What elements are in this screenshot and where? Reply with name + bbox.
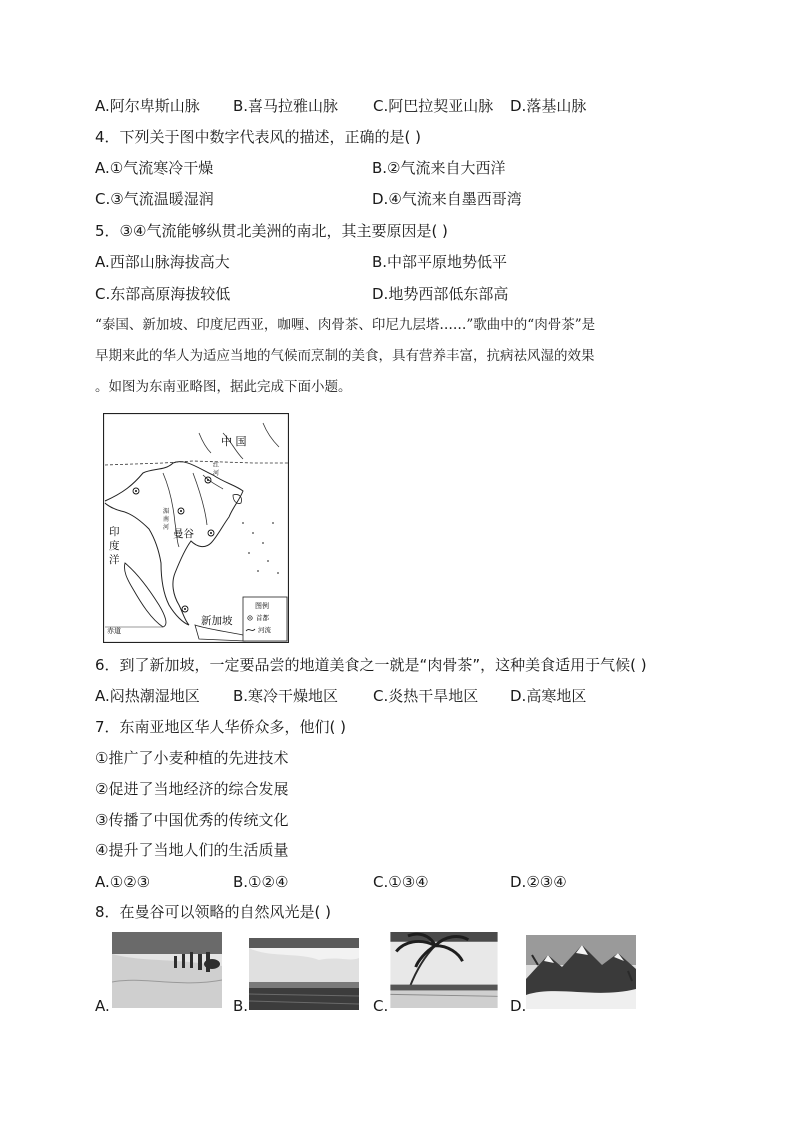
q7-stem: 7．东南亚地区华人华侨众多，他们( ) bbox=[95, 718, 347, 736]
southeast-asia-map bbox=[103, 413, 289, 643]
q3-option-a[interactable]: A.阿尔卑斯山脉 bbox=[95, 97, 200, 115]
map-label-bangkok: 曼谷 bbox=[173, 528, 194, 540]
q7-item-1: ①推广了小麦种植的先进技术 bbox=[95, 749, 289, 767]
map-legend-title: 图例 bbox=[255, 602, 269, 610]
map-label-singapore: 新加坡 bbox=[201, 615, 233, 627]
q6-option-d[interactable]: D.高寒地区 bbox=[510, 687, 587, 705]
q7-item-4: ④提升了当地人们的生活质量 bbox=[95, 841, 289, 859]
map-river-char-2: 南 bbox=[163, 516, 170, 523]
q6-option-a[interactable]: A.闷热潮湿地区 bbox=[95, 687, 200, 705]
map-legend-capital: 首都 bbox=[256, 614, 269, 622]
passage-line-2: 早期来此的华人为适应当地的气候而烹制的美食，具有营养丰富，抗病祛风湿的效果 bbox=[95, 348, 595, 364]
q7-option-a[interactable]: A.①②③ bbox=[95, 873, 151, 891]
q7-item-2: ②促进了当地经济的综合发展 bbox=[95, 780, 289, 798]
q7-option-d[interactable]: D.②③④ bbox=[510, 873, 567, 891]
q8-option-a-label[interactable]: A. bbox=[95, 997, 110, 1015]
q6-option-c[interactable]: C.炎热干旱地区 bbox=[373, 687, 479, 705]
q4-option-b[interactable]: B.②气流来自大西洋 bbox=[372, 159, 506, 177]
grassland-photo[interactable] bbox=[249, 936, 359, 1012]
passage-line-1: “泰国、新加坡、印度尼西亚，咖喱、肉骨茶、印尼九层塔……”歌曲中的“肉骨茶”是 bbox=[95, 317, 596, 333]
map-label-ocean-2: 度 bbox=[109, 540, 120, 552]
q4-option-d[interactable]: D.④气流来自墨西哥湾 bbox=[372, 190, 522, 208]
q8-stem: 8．在曼谷可以领略的自然风光是( ) bbox=[95, 903, 332, 921]
map-label-ocean-1: 印 bbox=[109, 526, 120, 538]
q4-option-c[interactable]: C.③气流温暖湿润 bbox=[95, 190, 214, 208]
q5-option-c[interactable]: C.东部高原海拔较低 bbox=[95, 285, 231, 303]
q6-stem: 6．到了新加坡，一定要品尝的地道美食之一就是“肉骨茶”，这种美食适用于气候( ) bbox=[95, 656, 647, 674]
map-label-ocean-3: 洋 bbox=[109, 554, 120, 566]
map-label-china: 中 国 bbox=[221, 435, 247, 448]
q8-option-c-label[interactable]: C. bbox=[373, 997, 389, 1015]
q4-stem: 4．下列关于图中数字代表风的描述，正确的是( ) bbox=[95, 128, 422, 146]
q5-option-d[interactable]: D.地势西部低东部高 bbox=[372, 285, 509, 303]
q8-option-b-label[interactable]: B. bbox=[233, 997, 249, 1015]
q3-option-b[interactable]: B.喜马拉雅山脉 bbox=[233, 97, 339, 115]
q5-option-a[interactable]: A.西部山脉海拔高大 bbox=[95, 253, 230, 271]
q4-option-a[interactable]: A.①气流寒冷干燥 bbox=[95, 159, 214, 177]
q3-option-d[interactable]: D.落基山脉 bbox=[510, 97, 587, 115]
snow-mountain-photo[interactable] bbox=[526, 934, 636, 1010]
q5-option-b[interactable]: B.中部平原地势低平 bbox=[372, 253, 508, 271]
desert-camel-photo[interactable] bbox=[112, 932, 222, 1008]
map-river-char-1: 湄 bbox=[163, 508, 170, 515]
q5-stem: 5．③④气流能够纵贯北美洲的南北，其主要原因是( ) bbox=[95, 222, 448, 240]
map-river-char-3: 河 bbox=[163, 524, 170, 531]
q7-option-c[interactable]: C.①③④ bbox=[373, 873, 429, 891]
tropical-beach-photo[interactable] bbox=[389, 932, 499, 1008]
q7-item-3: ③传播了中国优秀的传统文化 bbox=[95, 811, 289, 829]
map-legend-river: 河流 bbox=[258, 626, 271, 634]
q3-option-c[interactable]: C.阿巴拉契亚山脉 bbox=[373, 97, 494, 115]
map-river-char-4: 红 bbox=[213, 462, 220, 469]
q8-option-d-label[interactable]: D. bbox=[510, 997, 527, 1015]
map-river-char-5: 河 bbox=[213, 470, 220, 477]
q7-option-b[interactable]: B.①②④ bbox=[233, 873, 289, 891]
q6-option-b[interactable]: B.寒冷干燥地区 bbox=[233, 687, 339, 705]
map-label-equator: 赤道 bbox=[107, 627, 121, 635]
passage-line-3: 。如图为东南亚略图，据此完成下面小题。 bbox=[95, 379, 352, 395]
